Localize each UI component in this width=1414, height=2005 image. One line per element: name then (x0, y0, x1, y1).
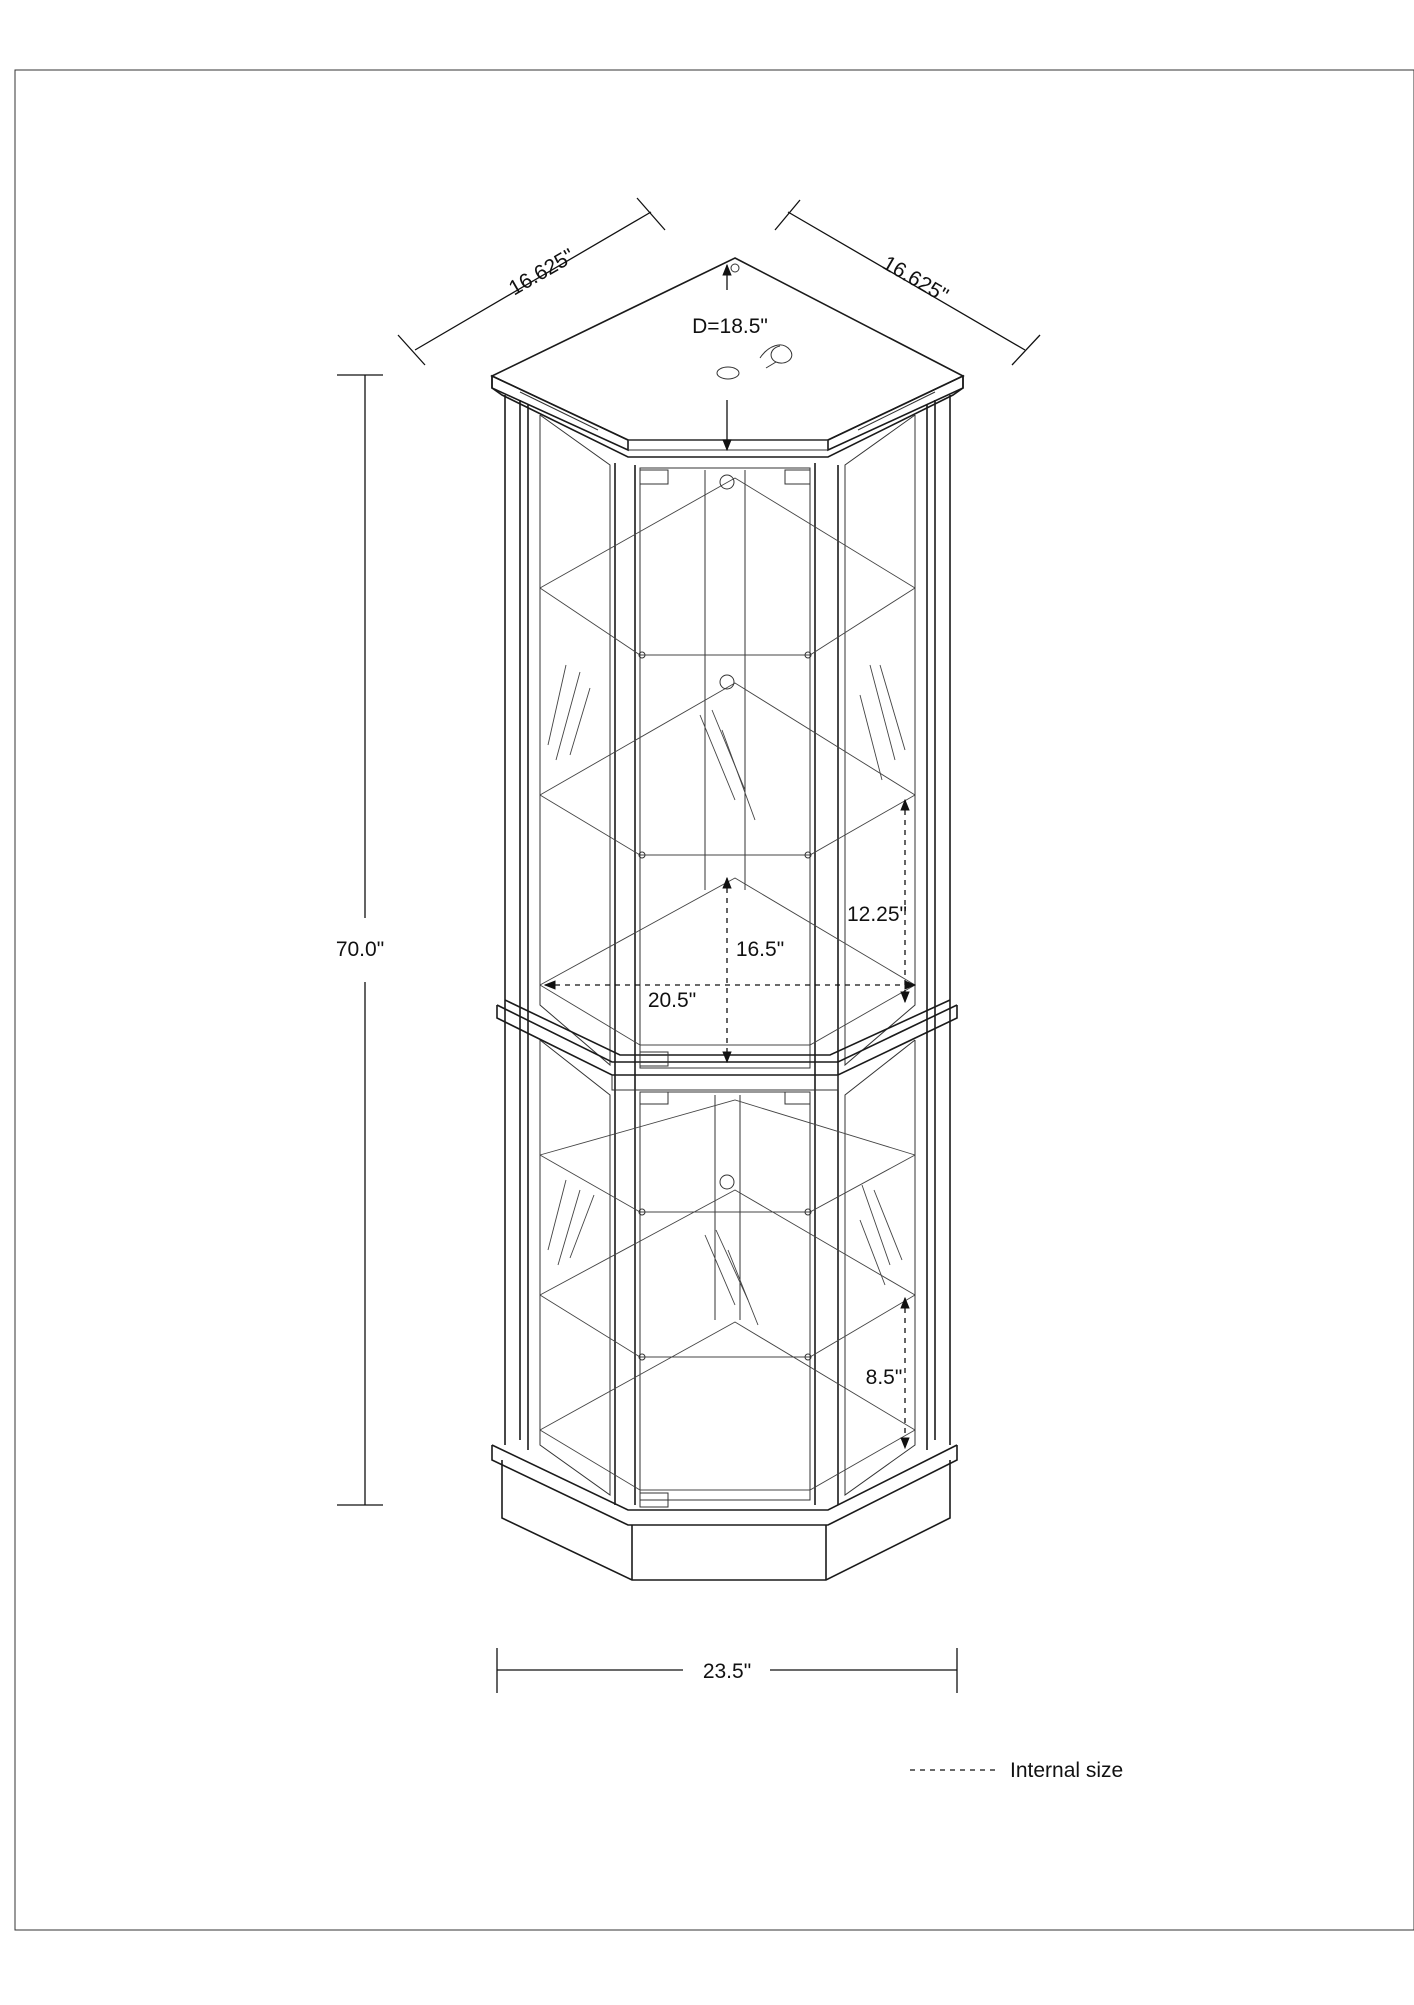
power-cord-icon (760, 345, 792, 363)
label-depth-right: 16.625" (878, 251, 953, 308)
legend-label: Internal size (1010, 1759, 1124, 1782)
label-upper-shelf-gap: 12.25" (846, 903, 908, 926)
cord-hole-icon (717, 367, 739, 379)
label-internal-depth: 16.5" (735, 938, 785, 961)
label-depth-left: 16.625" (504, 244, 579, 301)
label-width: 23.5" (702, 1660, 752, 1683)
page-border (15, 70, 1414, 1930)
label-internal-width: 20.5" (647, 989, 697, 1012)
label-lower-shelf-gap: 8.5" (865, 1366, 903, 1389)
legend (910, 1759, 1123, 1782)
label-top-hole: D=18.5" (692, 315, 768, 338)
glass-reflections (548, 665, 908, 1325)
label-height: 70.0" (335, 938, 385, 961)
